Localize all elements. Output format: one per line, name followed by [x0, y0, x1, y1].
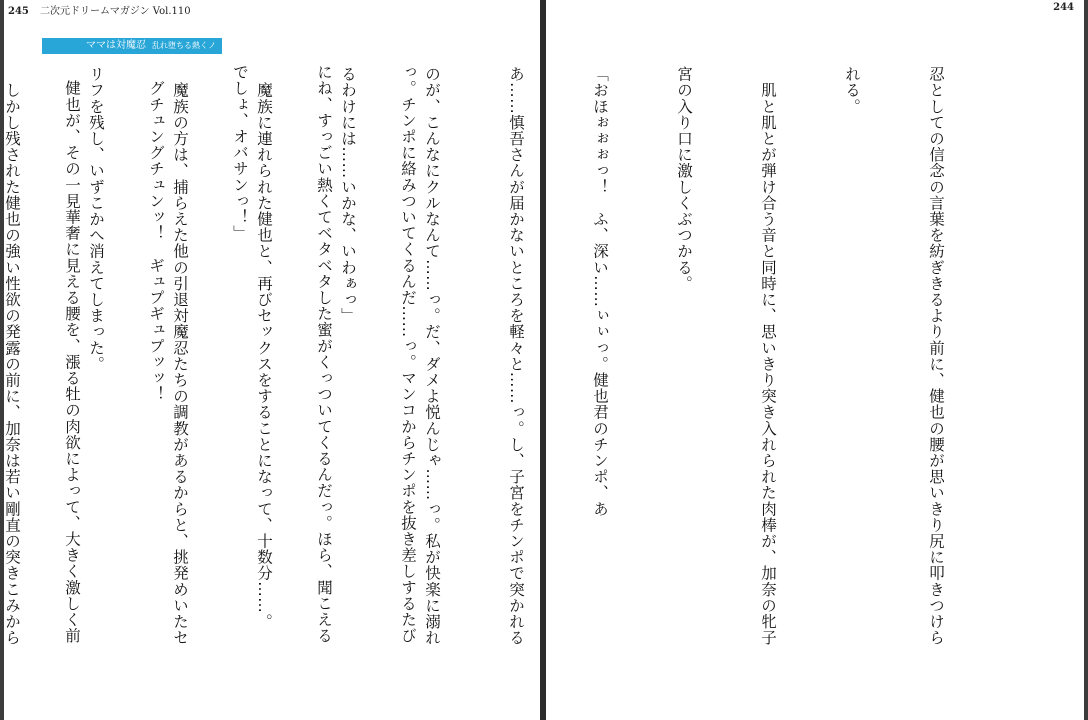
- text-line: グチュングチュンッ！ ギュプギュプッッ！: [147, 64, 165, 403]
- right-page-body: [0, 66, 1006, 646]
- text-line: るわけには……いかな、いわぁっ」: [339, 66, 357, 324]
- text-line: 宮の入り口に激しくぶつかる。: [675, 66, 693, 292]
- text-line: 忍としての信念の言葉を紡ぎきるより前に、健也の腰が思いきり尻に叩きつけら: [927, 66, 945, 646]
- right-page-number: 244: [1053, 2, 1074, 13]
- magazine-title: 二次元ドリームマガジン Vol.110: [40, 6, 191, 17]
- story-title-banner: [42, 38, 222, 54]
- text-line: 魔族に連れられた健也と、再びセックスをすることになって、十数分……。: [255, 66, 273, 630]
- text-line: にね、すっごい熱くてベタベタした蜜がくっついてくるんだっ。ほら、聞こえる: [315, 64, 333, 644]
- text-line: でしょ、オバサンっ！」: [231, 64, 249, 242]
- text-line: 魔族の方は、捕らえた他の引退対魔忍たちの調教があるからと、挑発めいたセ: [171, 66, 189, 646]
- text-line: 健也が、その一見華奢に見える腰を、漲る牡の肉欲によって、大きく激しく前: [63, 64, 81, 644]
- text-line: っ。チンポに絡みついてくるんだ……っ。マンコからチンポを抜き差しするたび: [399, 64, 417, 644]
- story-subtitle: 乱れ堕ちる熱くノ: [152, 41, 216, 50]
- text-line: のが、こんなにクルなんて……っ。だ、ダメよ悦んじゃ……っ。私が快楽に溺れ: [423, 66, 441, 646]
- text-line: 肌と肌とが弾け合う音と同時に、思いきり突き入れられた肉棒が、加奈の牝子: [759, 66, 777, 646]
- story-title: ママは対魔忍: [86, 40, 146, 51]
- text-line: リフを残し、いずこかへ消えてしまった。: [87, 66, 105, 372]
- text-line: あ……慎吾さんが届かないところを軽々と……っ。し、子宮をチンポで突かれる: [507, 66, 525, 646]
- right-page-header: [1053, 2, 1074, 13]
- left-page-number: 245: [8, 6, 29, 17]
- text-line: れる。: [843, 66, 861, 115]
- text-line: しかし残された健也の強い性欲の発露の前に、加奈は若い剛直の突きこみから: [3, 66, 21, 646]
- text-line: 「おほぉぉぉっ！ ふ、深い……ぃぃっ。健也君のチンポ、あ: [591, 66, 609, 517]
- left-page-header: [8, 2, 191, 17]
